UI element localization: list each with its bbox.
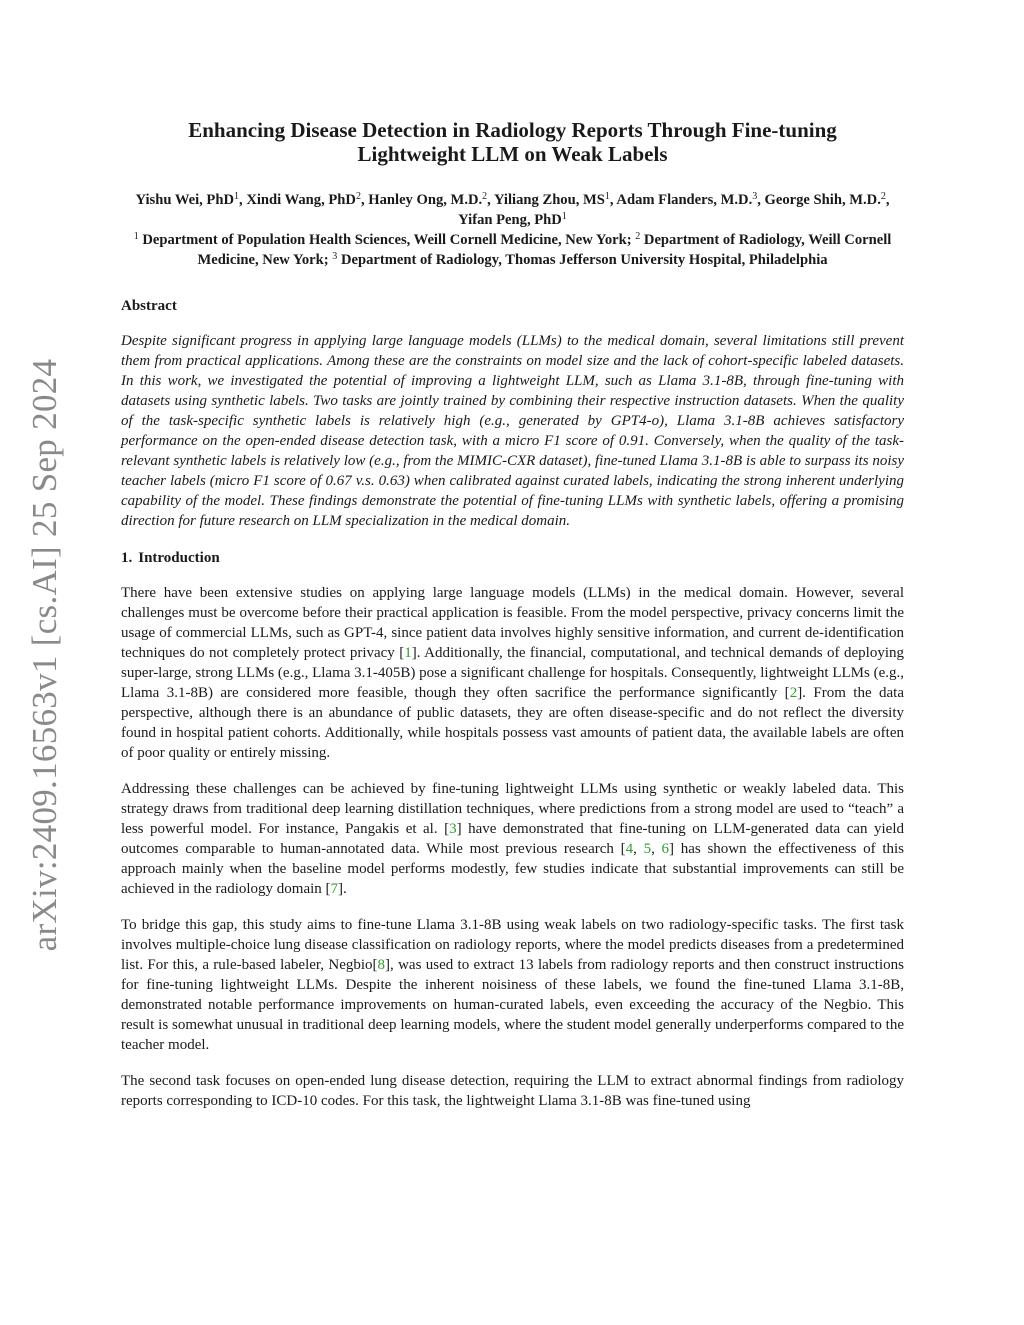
author-separator: ,	[757, 192, 765, 208]
body-paragraph	[121, 779, 904, 899]
paragraph-text: To bridge this gap, this study aims to fine-tune Llama 3.1-8B using weak labels on two radiology-specific tasks. The first task involves multiple-choice lung disease classification on radiology reports, where the model predicts diseases from a predetermined list. For this, a rule-based labeler, Negbio[	[121, 917, 904, 973]
author-separator: ,	[239, 192, 247, 208]
title-line-2: Lightweight LLM on Weak Labels	[357, 142, 668, 166]
paragraph-text: ] have demonstrated that fine-tuning on LLM-generated data can yield outcomes comparable to human-annotated data. While most previous research [	[121, 821, 904, 857]
author-separator: ,	[360, 192, 369, 208]
affiliation-text: Department of Radiology, Thomas Jefferson University Hospital, Philadelphia	[340, 252, 828, 268]
citation-link[interactable]: 3	[449, 821, 457, 837]
author-name: Yiliang Zhou, MS	[493, 192, 605, 208]
author-affiliation-mark: 3	[752, 191, 758, 202]
author-separator: ,	[885, 192, 890, 208]
paper-title	[121, 118, 904, 166]
paragraph-text: ]. From the data perspective, although there is an abundance of public datasets, they are often disease-specific and do not reflect the diversity found in hospital patient cohorts. Additionally, while hospitals possess vast amounts of patient data, the available labels are often of poor quality or entirely missing.	[121, 685, 904, 761]
section-title: Introduction	[138, 550, 220, 566]
arxiv-identifier: arXiv:2409.16563v1 [cs.AI] 25 Sep 2024	[25, 358, 64, 952]
arxiv-sidebar	[0, 360, 90, 950]
body-paragraph	[121, 915, 904, 1055]
paper-page	[121, 118, 904, 1111]
author-name: Xindi Wang, PhD	[246, 192, 356, 208]
paragraph-text: ].	[338, 881, 347, 897]
author-separator: ,	[487, 192, 494, 208]
author-affiliation-mark: 1	[561, 211, 567, 222]
citation-link[interactable]: 6	[661, 841, 670, 857]
citation-link[interactable]: 2	[789, 685, 798, 701]
author-name: Adam Flanders, M.D.	[616, 192, 753, 208]
paragraph-text: Addressing these challenges can be achieved by fine-tuning lightweight LLMs using synthetic or weakly labeled data. This strategy draws from traditional deep learning distillation techniques, where predictions from a strong model are used to “teach” a less powerful model. For instance, Pangakis et al. [	[121, 781, 904, 837]
author-name: George Shih, M.D.	[764, 192, 881, 208]
paragraph-text: ,	[633, 841, 644, 857]
author-separator: ,	[609, 192, 617, 208]
author-name: Yishu Wei, PhD	[135, 192, 235, 208]
abstract-heading: Abstract	[121, 298, 177, 314]
paragraph-text: ]. Additionally, the financial, computational, and technical demands of deploying super-large, strong LLMs (e.g., Llama 3.1-405B) pose a significant challenge for hospitals. Consequently, lightweight LLMs (e.g., Llama 3.1-8B) are considered more feasible, though they often sacrifice the performance significantly [	[121, 645, 904, 701]
section-number: 1.	[121, 550, 133, 566]
affiliation-number: 2	[635, 231, 641, 242]
paragraph-text: The second task focuses on open-ended lung disease detection, requiring the LLM to extract abnormal findings from radiology reports corresponding to ICD-10 codes. For this task, the lightweight Llama 3.1-8B was fine-tuned using	[121, 1073, 904, 1109]
citation-link[interactable]: 1	[404, 645, 412, 661]
citation-link[interactable]: 8	[377, 957, 386, 973]
affiliation-number: 1	[133, 231, 139, 242]
affiliation-text: Department of Radiology, Weill Cornell Medicine, New York;	[197, 232, 892, 268]
title-line-1: Enhancing Disease Detection in Radiology Reports Through Fine-tuning	[188, 118, 837, 142]
author-affiliation-mark: 2	[355, 191, 361, 202]
affiliation-list	[121, 230, 904, 270]
author-list	[121, 190, 904, 230]
body-paragraph	[121, 1071, 904, 1111]
author-affiliation-mark: 1	[234, 191, 240, 202]
section-heading-introduction	[121, 550, 904, 567]
author-affiliation-mark: 2	[880, 191, 886, 202]
abstract-body: Despite significant progress in applying large language models (LLMs) to the medical domain, several limitations still prevent them from practical applications. Among these are the constraints on model size and the lack of cohort-specific labeled datasets. In this work, we investigated the potential of improving a lightweight LLM, such as Llama 3.1-8B, through fine-tuning with datasets using synthetic labels. Two tasks are jointly trained by combining their respective instruction datasets. When the quality of the task-specific synthetic labels is relatively high (e.g., generated by GPT4-o), Llama 3.1-8B achieves satisfactory performance on the open-ended disease detection task, with a micro F1 score of 0.91. Conversely, when the quality of the task-relevant synthetic labels is relatively low (e.g., from the MIMIC-CXR dataset), fine-tuned Llama 3.1-8B is able to surpass its noisy teacher labels (micro F1 score of 0.67 v.s. 0.63) when calibrated against curated labels, indicating the strong inherent underlying capability of the model. These findings demonstrate the potential of fine-tuning LLMs with synthetic labels, offering a promising direction for future research on LLM specialization in the medical domain.	[121, 333, 904, 529]
author-name: Hanley Ong, M.D.	[368, 192, 483, 208]
citation-link[interactable]: 5	[643, 841, 652, 857]
paragraph-text: ] has shown the effectiveness of this approach mainly when the baseline model performs modestly, few studies indicate that substantial improvements can still be achieved in the radiology domain [	[121, 841, 905, 897]
affiliation-text: Department of Population Health Sciences, Weill Cornell Medicine, New York;	[142, 232, 632, 248]
author-name: Yifan Peng, PhD	[458, 212, 562, 228]
citation-link[interactable]: 7	[330, 881, 339, 897]
author-affiliation-mark: 2	[482, 191, 488, 202]
introduction-body	[121, 583, 904, 1111]
citation-link[interactable]: 4	[625, 841, 634, 857]
affiliation-number: 3	[332, 251, 338, 262]
paragraph-text: There have been extensive studies on applying large language models (LLMs) in the medical domain. However, several challenges must be overcome before their practical application is feasible. From the model perspective, privacy concerns limit the usage of commercial LLMs, such as GPT-4, since patient data involves highly sensitive information, and current de-identification techniques do not completely protect privacy [	[121, 585, 904, 661]
body-paragraph	[121, 583, 904, 763]
author-affiliation-mark: 1	[604, 191, 610, 202]
paragraph-text: ,	[651, 841, 662, 857]
paragraph-text: ], was used to extract 13 labels from radiology reports and then construct instructions for fine-tuning lightweight LLMs. Despite the inherent noisiness of these labels, we found the fine-tuned Llama 3.1-8B, demonstrated notable performance improvements on human-curated labels, even exceeding the accuracy of the Negbio. This result is somewhat unusual in traditional deep learning models, where the student model generally underperforms compared to the teacher model.	[121, 957, 904, 1053]
